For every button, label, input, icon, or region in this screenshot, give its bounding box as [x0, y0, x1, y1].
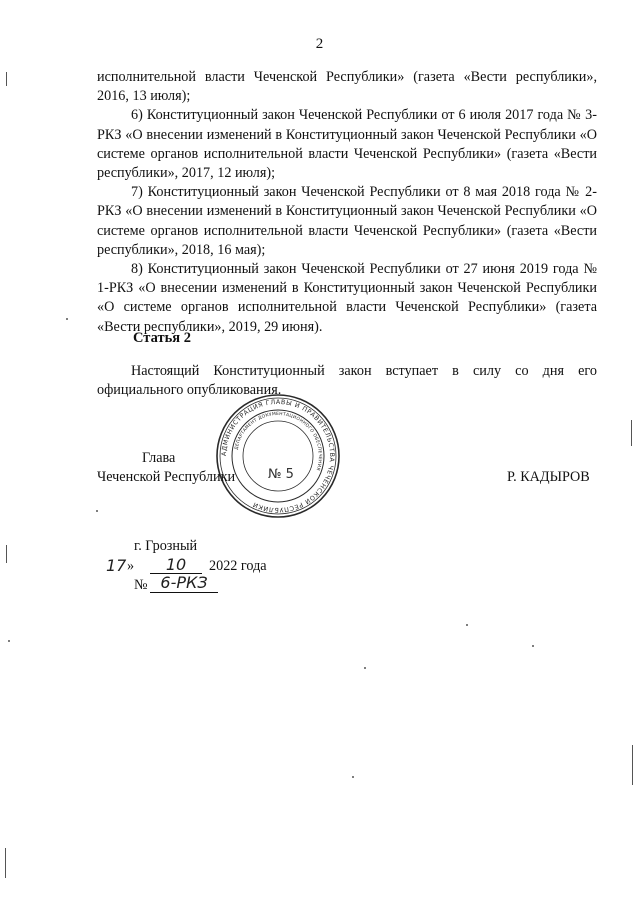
city-name: г. Грозный [134, 538, 198, 554]
paragraph-item-7: 7) Конституционный закон Чеченской Республики от 8 мая 2018 года № 2-РКЗ «О внесении изменений в Конституционный закон Чеченской Республики «О системе органов исполнительной власти Чеченской Республики» (газета «Вести республики», 2018, 16 мая); [97, 184, 597, 258]
seal-outer-text: АДМИНИСТРАЦИЯ ГЛАВЫ И ПРАВИТЕЛЬСТВА ЧЕЧЕНСКОЙ РЕСПУБЛИКИ [220, 398, 336, 514]
scan-edge-mark [5, 848, 6, 878]
scan-speck [96, 510, 98, 512]
scan-edge-mark [6, 72, 7, 86]
scan-speck [66, 318, 68, 320]
official-seal [214, 392, 342, 520]
seal-middle-ring [232, 410, 324, 502]
scan-edge-mark [631, 420, 632, 446]
date-day: 17 [106, 556, 127, 575]
date-year: 2022 года [209, 558, 267, 574]
date-quote-mark: » [127, 558, 135, 574]
scan-speck [532, 645, 534, 647]
scan-edge-mark [632, 745, 633, 785]
article-title: Статья 2 [133, 330, 191, 346]
law-list-text [97, 68, 597, 337]
signatory-name: Р. КАДЫРОВ [507, 469, 590, 485]
seal-number: № 5 [268, 467, 294, 482]
law-number: 6-РКЗ [150, 573, 218, 593]
signature-title: Глава [142, 450, 176, 466]
article-text: Настоящий Конституционный закон вступает в силу со дня его официального опубликования. [97, 363, 597, 399]
paragraph-item-8: 8) Конституционный закон Чеченской Республики от 27 июня 2019 года № 1-РКЗ «О внесении изменений в Конституционный закон Чеченской Республики «О системе органов исполнительной власти Чеченской Республики» (газета «Вести республики», 2019, 29 июня). [97, 261, 597, 335]
scan-speck [364, 667, 366, 669]
signature-region: Чеченской Республики [97, 469, 236, 485]
paragraph-continuation: исполнительной власти Чеченской Республики» (газета «Вести республики», 2016, 13 июля); [97, 69, 597, 105]
scan-speck [466, 624, 468, 626]
seal-inner-text: ДЕПАРТАМЕНТ ДОКУМЕНТАЦИОННОГО ОБЕСПЕЧЕНИЯ [234, 411, 323, 472]
page-number: 2 [315, 36, 325, 52]
scan-edge-mark [6, 545, 7, 563]
paragraph-item-6: 6) Конституционный закон Чеченской Республики от 6 июля 2017 года № 3-РКЗ «О внесении изменений в Конституционный закон Чеченской Республики «О системе органов исполнительной власти Чеченской Республики» (газета «Вести республики», 2017, 12 июля); [97, 107, 597, 182]
date-month: 10 [150, 555, 202, 574]
number-sign: № [134, 577, 148, 593]
scan-speck [352, 776, 354, 778]
scan-speck [8, 640, 10, 642]
